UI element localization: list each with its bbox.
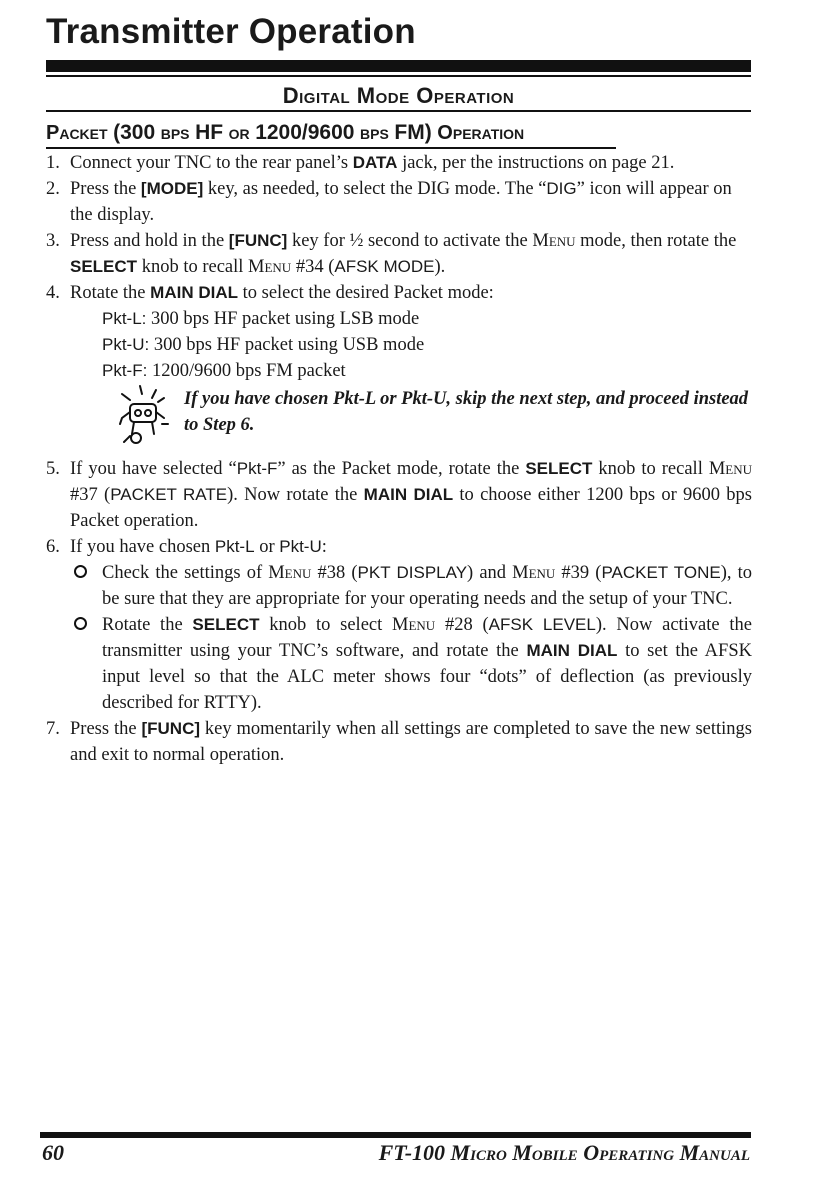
menu-word: Menu [248, 257, 292, 277]
keyword: DIG [546, 179, 577, 198]
keyword: Pkt-U [279, 537, 322, 556]
sub-heading-part: Operation [437, 122, 525, 144]
mode-label: Pkt-F: [102, 361, 148, 380]
step-text: knob to recall [137, 257, 249, 277]
step-5 [46, 456, 752, 534]
step-text: ” as the Packet mode, rotate the [277, 459, 526, 479]
sub-heading-rule [46, 147, 616, 149]
step-text: If you have selected “ [70, 459, 237, 479]
step-text: ). [434, 257, 446, 277]
step-number: 6. [46, 537, 60, 557]
section-rule [46, 110, 751, 112]
step-2 [46, 176, 752, 228]
step-number: 4. [46, 283, 60, 303]
sub-heading-part: FM) [394, 121, 432, 144]
mode-label: Pkt-L: [102, 309, 147, 328]
manual-name: Micro Mobile Operating Manual [450, 1140, 750, 1165]
step-3 [46, 228, 752, 280]
keyword: [FUNC] [228, 231, 288, 250]
circle-bullet-icon [74, 617, 87, 630]
step-4 [46, 280, 752, 306]
keyword: PACKET RATE [110, 485, 228, 504]
mode-label: Pkt-U: [102, 335, 150, 354]
step-number: 7. [46, 719, 60, 739]
menu-word: Menu [708, 459, 753, 479]
step-number: 1. [46, 153, 60, 173]
page-number: 60 [42, 1140, 64, 1165]
step-number: 5. [46, 459, 60, 479]
packet-mode-line [46, 306, 752, 332]
manual-model: FT-100 [378, 1140, 451, 1165]
menu-word: Menu [512, 563, 556, 583]
sub-heading-part: 1200/9600 [255, 121, 355, 144]
step-text: #37 ( [70, 485, 111, 505]
step-text: key, as needed, to select the DIG mode. The “ [203, 179, 547, 199]
menu-word: Menu [268, 563, 312, 583]
bullet-check-settings [46, 560, 752, 612]
step-text: ) and [467, 563, 513, 583]
step-text: jack, per the instructions on page 21. [397, 153, 675, 173]
keyword: MAIN DIAL [150, 283, 238, 302]
packet-mode-line [46, 358, 752, 384]
step-7 [46, 716, 752, 768]
step-text: knob to recall [592, 459, 709, 479]
title-bar [46, 60, 751, 72]
step-text: ). Now activate the transmitter using your TNC’s software, and rotate the [102, 615, 752, 661]
step-text: knob to select [259, 615, 393, 635]
keyword: AFSK LEVEL [488, 615, 596, 634]
instruction-list [46, 150, 752, 768]
step-text: ). Now rotate the [227, 485, 364, 505]
step-text: key momentarily when all settings are completed to save the new settings and exit to normal operation. [70, 719, 752, 765]
circle-bullet-icon [74, 565, 87, 578]
keyword: AFSK MODE [334, 257, 435, 276]
step-text: Rotate the [102, 615, 193, 635]
sub-heading-part: bps [360, 122, 389, 144]
bullet-rotate-select [46, 612, 752, 716]
sub-heading-part: Packet [46, 122, 108, 144]
mode-desc: 1200/9600 bps FM packet [147, 361, 346, 381]
step-text: Press the [70, 179, 141, 199]
keyword: MAIN DIAL [363, 485, 454, 504]
step-text: or [254, 537, 280, 557]
step-text: ), to be sure that they are appropriate for your operating needs and the setup of your TNC. [102, 563, 752, 609]
step-text: Press and hold in the [70, 231, 229, 251]
step-1 [46, 150, 752, 176]
step-number: 3. [46, 231, 60, 251]
keyword: SELECT [192, 615, 260, 634]
title-rule [46, 75, 751, 77]
keyword: SELECT [70, 257, 138, 276]
keyword: [FUNC] [141, 719, 201, 738]
keyword: [MODE] [140, 179, 204, 198]
step-text: Check the settings of [102, 563, 269, 583]
step-text: Rotate the [70, 283, 151, 303]
tip-note [46, 386, 752, 444]
sub-heading-part: HF [195, 121, 224, 144]
sub-heading-part: (300 [113, 121, 156, 144]
footer-bar [40, 1132, 751, 1138]
step-text: If you have chosen [70, 537, 215, 557]
step-text: #39 ( [555, 563, 602, 583]
sub-heading [46, 121, 524, 145]
keyword: DATA [352, 153, 398, 172]
step-text: Connect your TNC to the rear panel’s [70, 153, 353, 173]
manual-title [379, 1140, 750, 1166]
step-text: Press the [70, 719, 142, 739]
sub-heading-part: bps [160, 122, 190, 144]
mode-desc: 300 bps HF packet using USB mode [149, 335, 425, 355]
step-text: to choose either 1200 bps or 9600 bps Packet operation. [70, 485, 752, 531]
keyword: PKT DISPLAY [357, 563, 468, 582]
step-text: key for ½ second to activate the [287, 231, 533, 251]
step-text: mode, then rotate the [575, 231, 737, 251]
keyword: MAIN DIAL [526, 641, 618, 660]
menu-word: Menu [392, 615, 436, 635]
keyword: PACKET TONE [601, 563, 721, 582]
sub-heading-part: or [228, 122, 250, 144]
keyword: Pkt-L [214, 537, 255, 556]
step-text: #34 ( [291, 257, 335, 277]
mascot-icon [112, 384, 176, 448]
note-text: If you have chosen Pkt-L or Pkt-U, skip the next step, and proceed instead to Step 6. [184, 389, 749, 435]
step-text: to select the desired Packet mode: [237, 283, 494, 303]
step-text: to set the AFSK input level so that the ALC meter shows four “dots” of deflection (as previously described for RTTY). [102, 641, 752, 713]
step-number: 2. [46, 179, 60, 199]
packet-mode-line [46, 332, 752, 358]
menu-word: Menu [532, 231, 576, 251]
step-text: ” icon will appear on the display. [70, 179, 732, 225]
keyword: Pkt-F [236, 459, 278, 478]
step-text: #38 ( [311, 563, 358, 583]
mode-desc: 300 bps HF packet using LSB mode [146, 309, 420, 329]
keyword: SELECT [525, 459, 593, 478]
page-title: Transmitter Operation [46, 12, 416, 51]
step-text: #28 ( [435, 615, 489, 635]
step-text: : [321, 537, 327, 557]
section-heading: Digital Mode Operation [282, 83, 515, 108]
step-6 [46, 534, 752, 560]
